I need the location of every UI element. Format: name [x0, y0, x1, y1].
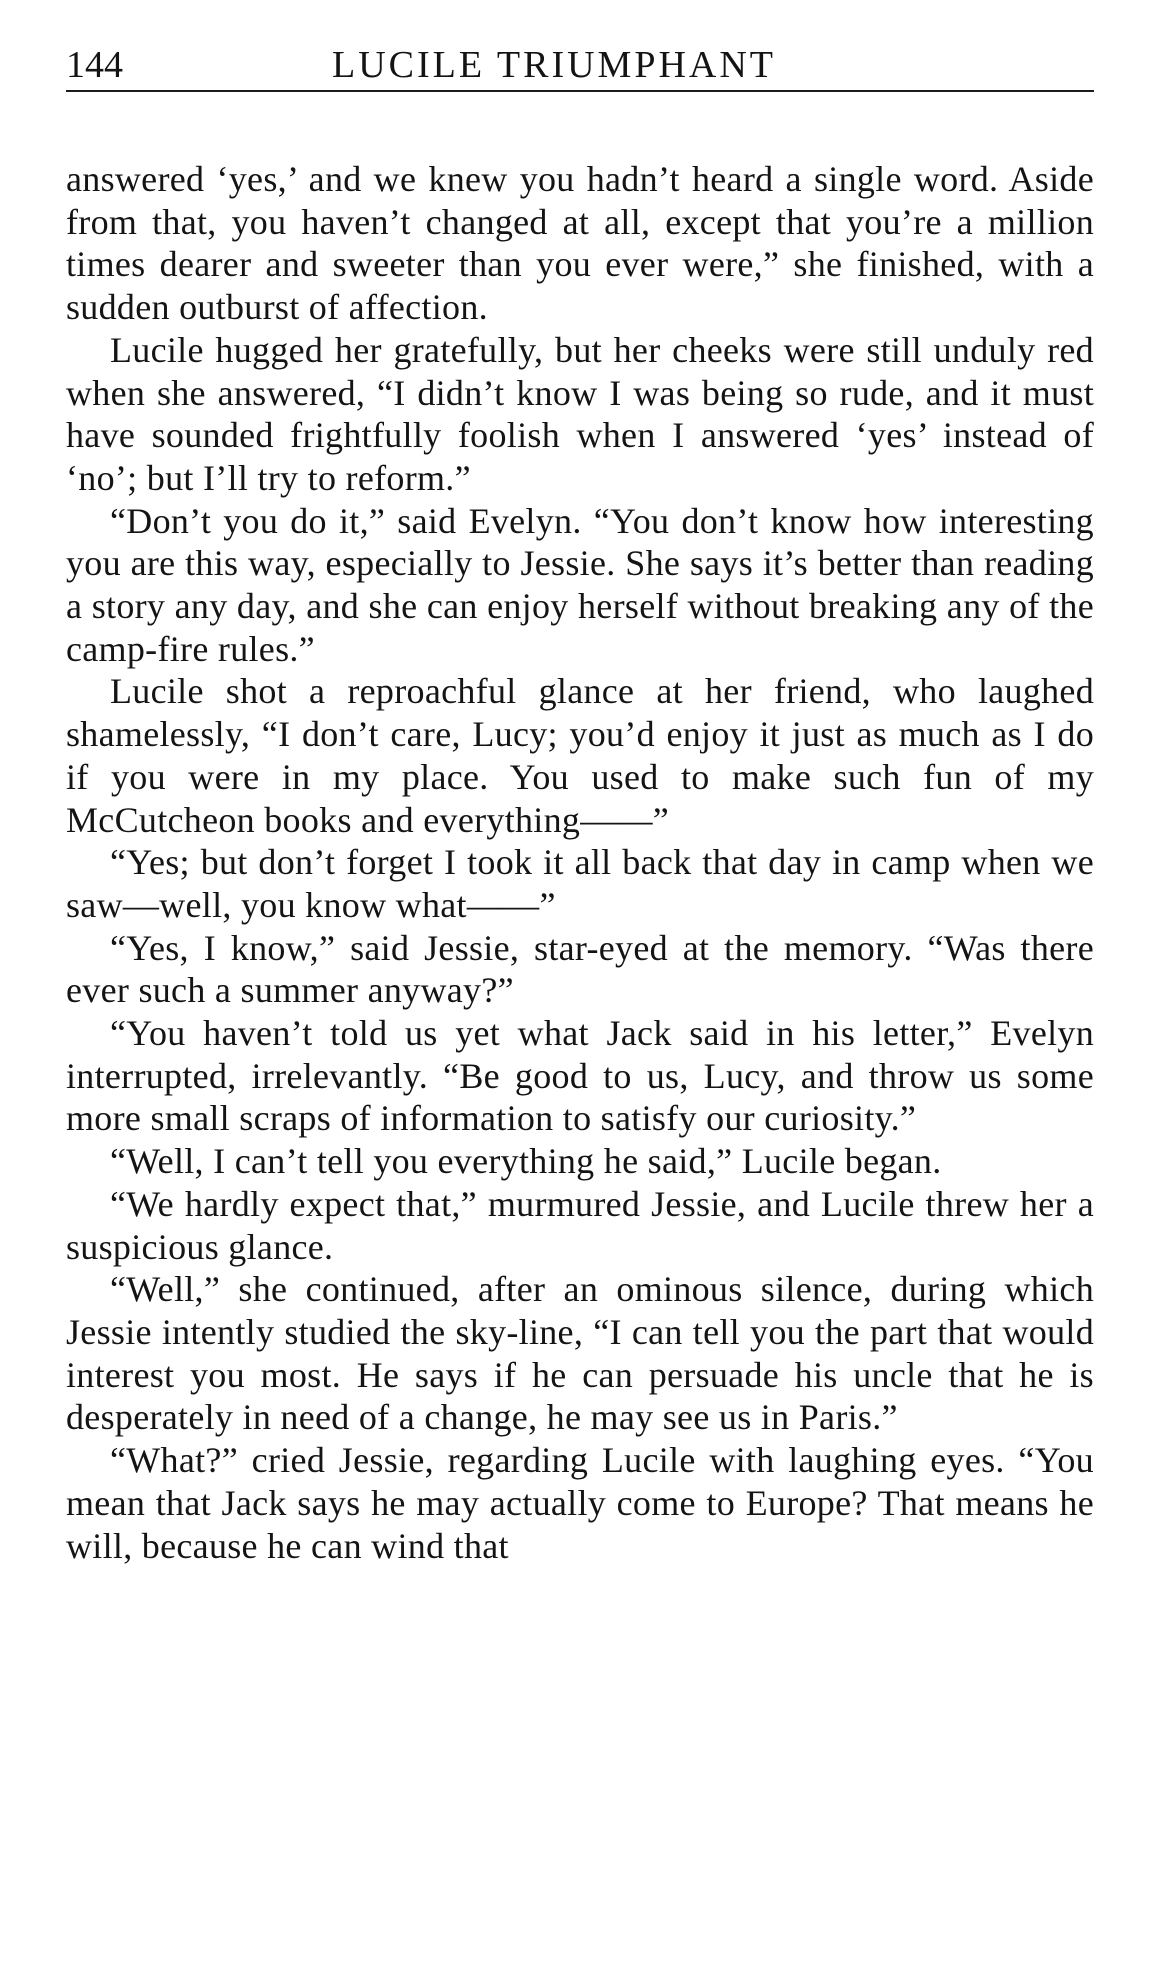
paragraph: “You haven’t told us yet what Jack said in his letter,” Evelyn interrupted, irrelevantly. “Be good to us, Lucy, and throw us some more small scraps of information to satisfy our curiosity.”	[66, 1013, 1094, 1139]
paragraph: “Yes; but don’t forget I took it all back that day in camp when we saw—well, you know what——”	[66, 842, 1094, 925]
paragraph: “Yes, I know,” said Jessie, star-eyed at the memory. “Was there ever such a summer anyway?”	[66, 927, 1094, 1011]
page-header	[66, 40, 1094, 90]
paragraph: “We hardly expect that,” murmured Jessie, and Lucile threw her a suspicious glance.	[66, 1183, 1094, 1267]
paragraph: Lucile shot a reproachful glance at her friend, who laughed shamelessly, “I don’t care, Lucy; you’d enjoy it just as much as I do if you were in my place. You used to make such fun of my McCutcheon books and everything——”	[66, 671, 1094, 840]
paragraph-continues: “What?” cried Jessie, regarding Lucile with laughing eyes. “You mean that Jack says he may actually come to Europe? That means he will, because he can wind that	[66, 1440, 1094, 1566]
body-text	[66, 158, 1094, 1567]
header-rule	[66, 90, 1094, 92]
paragraph-continued: answered ‘yes,’ and we knew you hadn’t heard a single word. Aside from that, you haven’t changed at all, except that you’re a million times dearer and sweeter than you ever were,” she finished, with a sudden outburst of affection.	[66, 159, 1094, 328]
paragraph: “Well,” she continued, after an ominous silence, during which Jessie intently studied the sky-line, “I can tell you the part that would interest you most. He says if he can persuade his uncle that he is desperately in need of a change, he may see us in Paris.”	[66, 1269, 1094, 1438]
page-number: 144	[66, 44, 123, 86]
paragraph: Lucile hugged her gratefully, but her cheeks were still unduly red when she answered, “I didn’t know I was being so rude, and it must have sounded frightfully foolish when I answered ‘yes’ instead of ‘no’; but I’ll try to reform.”	[66, 329, 1094, 498]
running-head-title: LUCILE TRIUMPHANT	[332, 44, 777, 86]
paragraph: “Well, I can’t tell you everything he said,” Lucile began.	[110, 1141, 942, 1182]
paragraph: “Don’t you do it,” said Evelyn. “You don’t know how interesting you are this way, especially to Jessie. She says it’s better than reading a story any day, and she can enjoy herself without breaking any of the camp-fire rules.”	[66, 500, 1094, 669]
book-page	[66, 40, 1094, 1566]
